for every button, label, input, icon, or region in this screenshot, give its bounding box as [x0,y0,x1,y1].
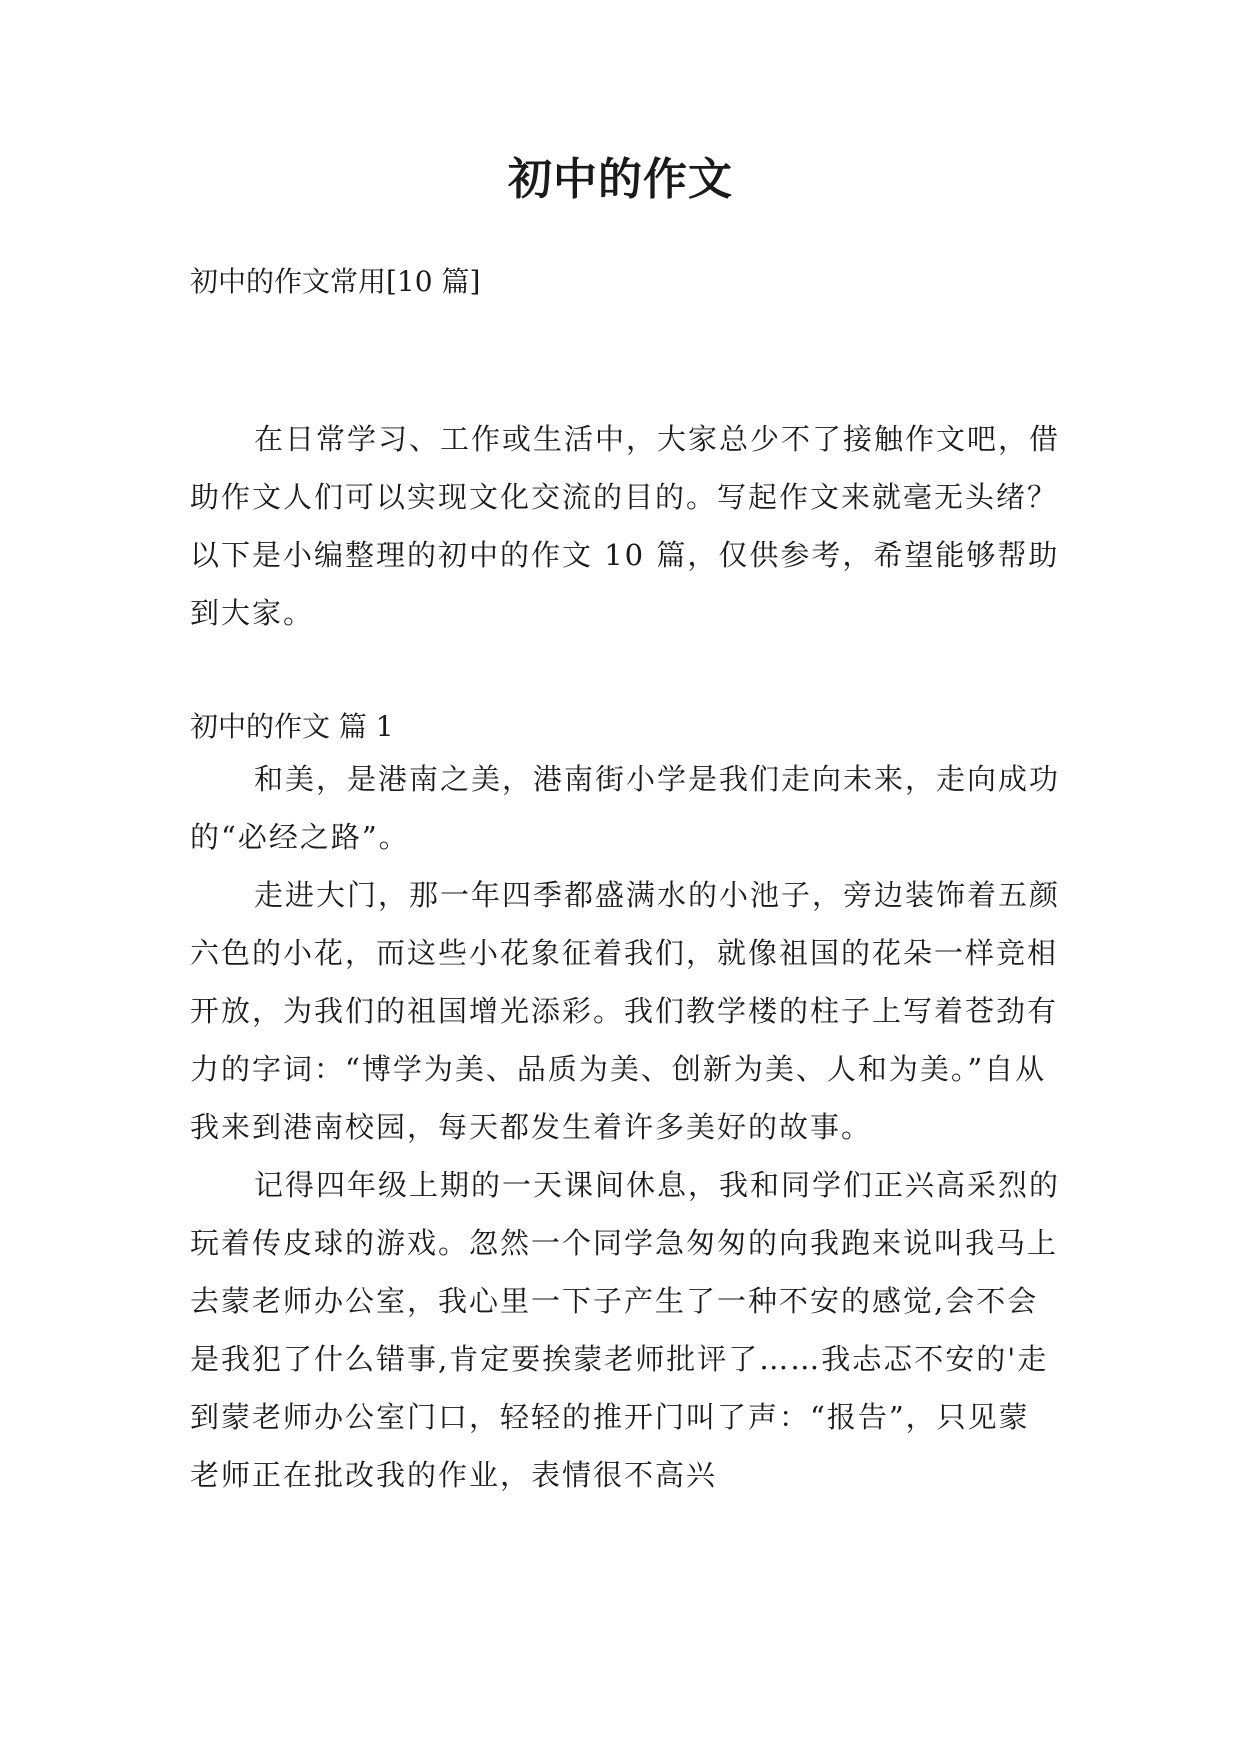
document-subtitle: 初中的作文常用[10 篇] [190,265,481,298]
essay-paragraph: 走进大门，那一年四季都盛满水的小池子，旁边装饰着五颜六色的小花，而这些小花象征着我们，就像祖国的花朵一样竞相开放，为我们的祖国增光添彩。我们教学楼的柱子上写着苍劲有力的字词：“博学为美、品质为美、创新为美、人和为美。”自从我来到港南校园，每天都发生着许多美好的故事。 [190,878,1061,1144]
essay-paragraph: 和美，是港南之美，港南街小学是我们走向未来，走向成功的“必经之路”。 [190,762,1061,854]
intro-paragraph: 在日常学习、工作或生活中，大家总少不了接触作文吧，借助作文人们可以实现文化交流的目的。写起作文来就毫无头绪？以下是小编整理的初中的作文 10 篇，仅供参考，希望能够帮助到大家。 [190,422,1061,630]
section-heading: 初中的作文 篇 1 [190,710,394,743]
essay-body [190,750,1060,1504]
essay-paragraph: 记得四年级上期的一天课间休息，我和同学们正兴高采烈的玩着传皮球的游戏。忽然一个同学急匆匆的向我跑来说叫我马上去蒙老师办公室，我心里一下子产生了一种不安的感觉,会不会是我犯了什么错事,肯定要挨蒙老师批评了……我忐忑不安的'走到蒙老师办公室门口，轻轻的推开门叫了声：“报告”，只见蒙老师正在批改我的作业，表情很不高兴 [190,1168,1061,1492]
document-title: 初中的作文 [508,154,733,205]
